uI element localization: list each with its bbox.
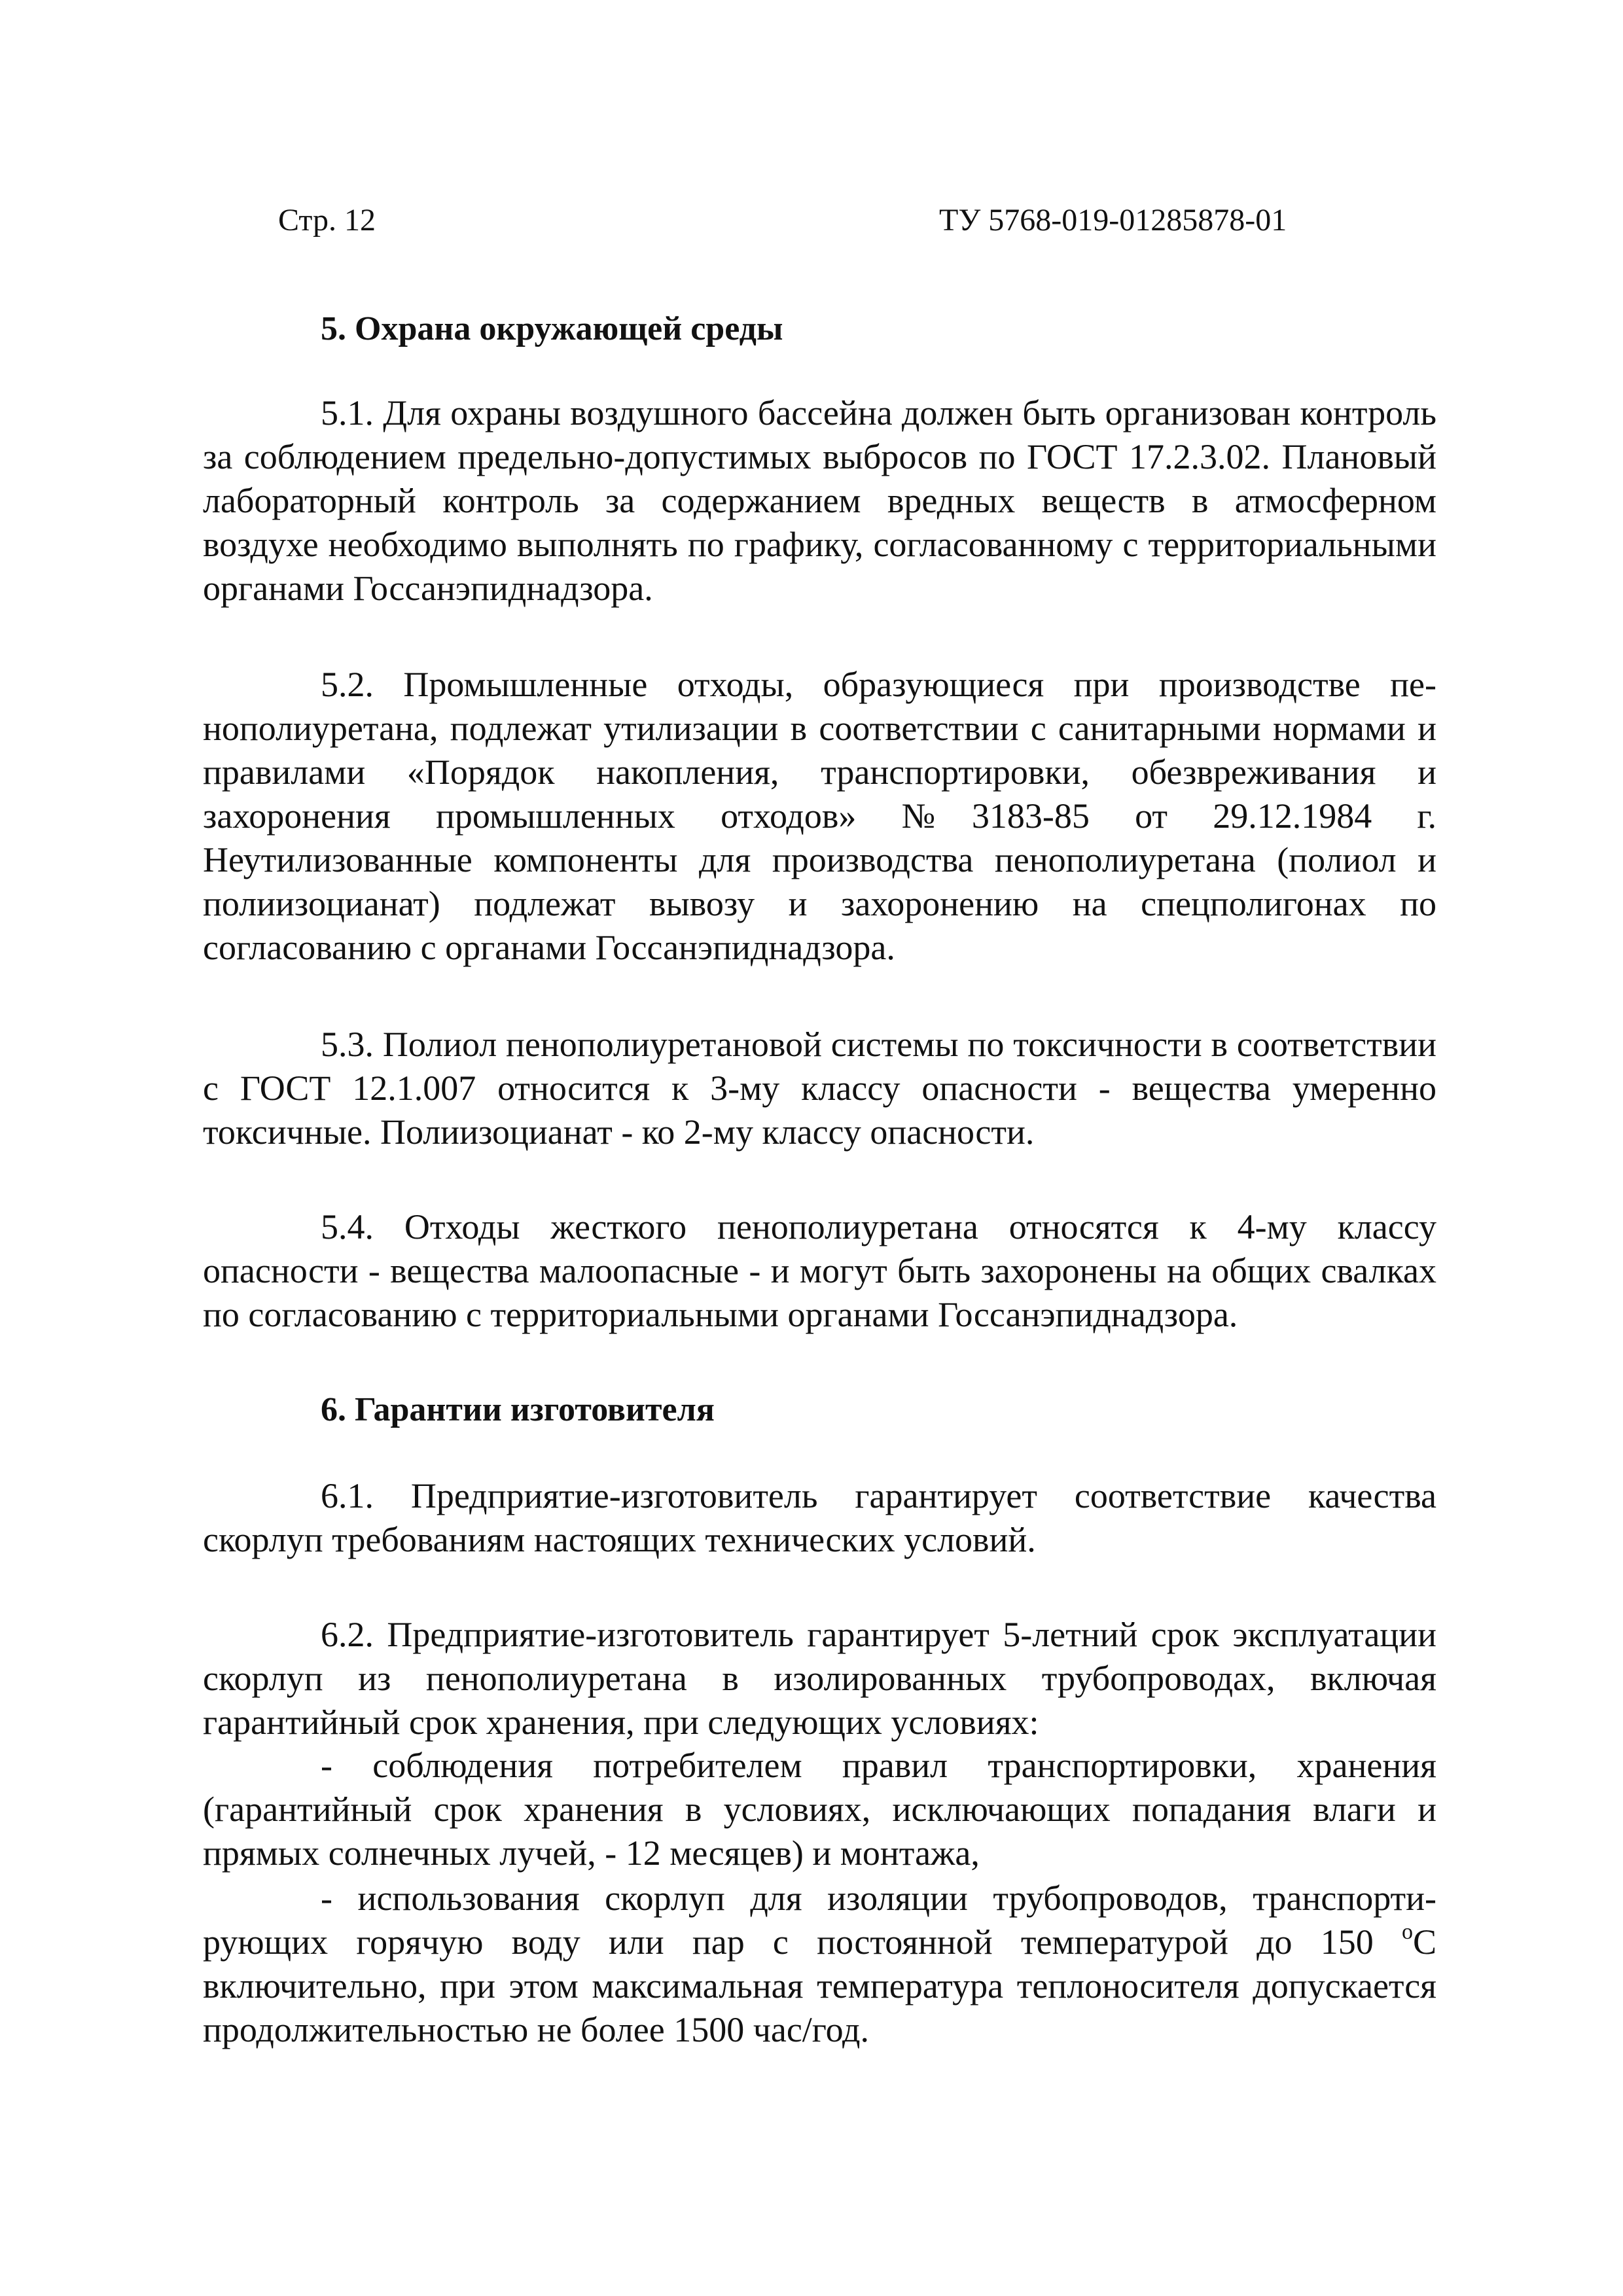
degree-sign: o xyxy=(1401,1920,1413,1944)
paragraph-5-2: 5.2. Промышленные отходы, образующиеся при производстве пенополиуретана, подлежат утилизации в соответствии с санитарными нормами и правилами «Порядок накопления, транспортировки, обезвреживания и захоронения промышленных отходов» №3183-85 от 29.12.1984 г. Неутилизованные компоненты для производства пенополиуретана (полиол и полиизоцианат) подлежат вывозу и захоронению на спецполигонах по согласованию с органами Госсанэпиднадзора. xyxy=(203,665,1436,967)
section-5-heading: 5. Охрана окружающей среды xyxy=(321,310,783,347)
paragraph-5-4: 5.4. Отходы жесткого пенополиуретана относятся к 4-му классу опасности - вещества малоопасные - и могут быть захоронены на общих свалках по согласованию с территориальными органами Госсанэпиднадзора. xyxy=(203,1207,1436,1334)
paragraph-6-2: 6.2. Предприятие-изготовитель гарантирует 5-летний срок эксплуатации скорлуп из пенополиуретана в изолированных трубопроводах, включая гарантийный срок хранения, при следующих условиях: xyxy=(203,1615,1436,1742)
condition-item-pipeline-use xyxy=(203,1877,1436,2052)
document-code: ТУ 5768-019-01285878-01 xyxy=(939,203,1287,238)
section-6-heading: 6. Гарантии изготовителя xyxy=(321,1391,715,1428)
condition-text-start: - использования скорлуп для изоляции трубопроводов, транспортирующих горячую воду или пар с постоянной температурой до 150 xyxy=(203,1879,1436,1962)
page-number: Стр. 12 xyxy=(278,203,376,238)
paragraph-5-3: 5.3. Полиол пенополиуретановой системы по токсичности в соответствии с ГОСТ 12.1.007 относится к 3-му классу опасности - вещества умеренно токсичные. Полиизоцианат - ко 2-му классу опасности. xyxy=(203,1025,1436,1152)
paragraph-6-1: 6.1. Предприятие-изготовитель гарантирует соответствие качества скорлуп требованиям настоящих технических условий. xyxy=(203,1476,1436,1559)
condition-text-end: С включительно, при этом максимальная температура теплоносителя допускается продолжительностью не более 1500 час/год. xyxy=(203,1922,1436,2049)
paragraph-5-1: 5.1. Для охраны воздушного бассейна должен быть организован контроль за соблюдением предельно-допустимых выбросов по ГОСТ 17.2.3.02. Плановый лабораторный контроль за содержанием вредных веществ в атмосферном воздухе необходимо выполнять по графику, согласованному с территориальными органами Госсанэпиднадзора. xyxy=(203,393,1436,608)
condition-item-transport-storage: - соблюдения потребителем правил транспортировки, хранения (гарантийный срок хранения в условиях, исключающих попадания влаги и прямых солнечных лучей, - 12 месяцев) и монтажа, xyxy=(203,1746,1436,1873)
